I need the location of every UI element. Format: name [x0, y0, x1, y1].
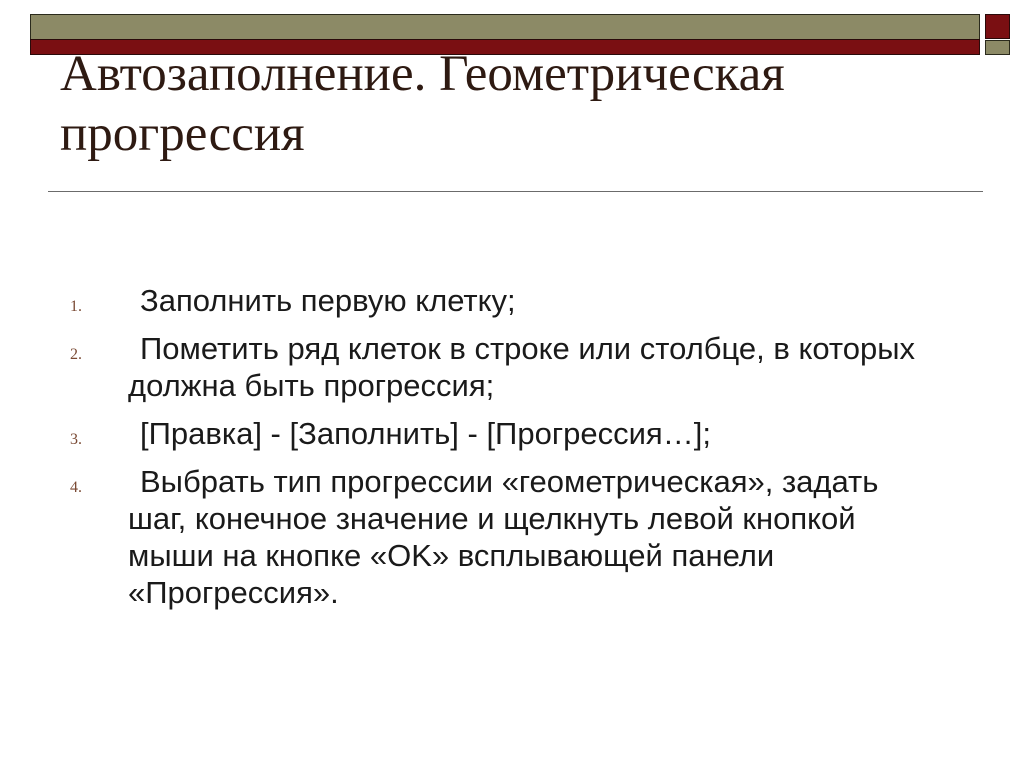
list-item — [0, 282, 1000, 319]
step-text: Пометить ряд клеток в строке или столбце, в которых должна быть прогрессия; — [128, 331, 916, 403]
step-number: 1. — [70, 298, 82, 315]
step-text: Выбрать тип прогрессии «геометрическая», задать шаг, конечное значение и щелкнуть левой кнопкой мыши на кнопке «OK» всплывающей панели «Прогрессия». — [128, 464, 879, 610]
step-number: 3. — [70, 431, 82, 448]
list-item — [0, 463, 1000, 611]
corner-square-maroon — [985, 14, 1010, 39]
step-number: 2. — [70, 346, 82, 363]
list-item — [0, 330, 1000, 404]
list-item — [0, 415, 1000, 452]
slide-title: Автозаполнение. Геометрическая прогрессия — [60, 46, 785, 162]
step-text: [Правка] - [Заполнить] - [Прогрессия…]; — [140, 416, 711, 451]
step-number: 4. — [70, 479, 82, 496]
title-divider — [48, 191, 983, 192]
header-bar-olive — [30, 14, 980, 40]
steps-list — [0, 282, 1000, 622]
step-text: Заполнить первую клетку; — [140, 283, 516, 318]
